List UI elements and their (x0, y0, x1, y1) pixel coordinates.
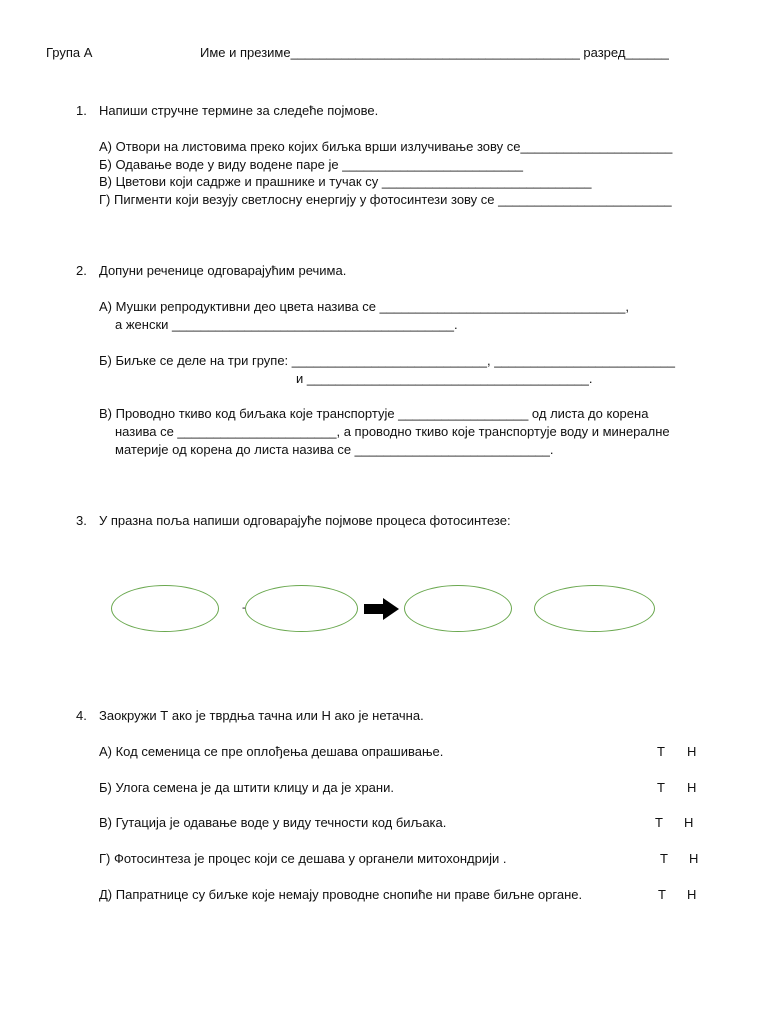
q4-item-v-false[interactable]: Н (684, 815, 694, 830)
q4-item-b: Б) Улога семена је да штити клицу и да је храни. (99, 780, 394, 795)
q4-item-d-false[interactable]: Н (687, 887, 697, 902)
q2-prompt: Допуни реченице одговарајућим речима. (99, 263, 347, 278)
q4-item-g-true[interactable]: Т (660, 851, 668, 866)
q1-prompt: Напиши стручне термине за следеће појмове. (99, 103, 379, 118)
q1-item-g[interactable]: Г) Пигменти који везују светлосну енергију у фотосинтези зову се ________________________ (99, 192, 672, 207)
q2-number: 2. (76, 263, 87, 278)
q3-number: 3. (76, 513, 87, 528)
q4-number: 4. (76, 708, 87, 723)
q2-item-c-line1[interactable]: В) Проводно ткиво код биљака које транспортује __________________ од листа до корена (99, 406, 649, 421)
q4-item-v-true[interactable]: Т (655, 815, 663, 830)
q4-item-a-false[interactable]: Н (687, 744, 697, 759)
q2-item-c-line2[interactable]: назива се ______________________, а проводно ткиво које транспортује воду и минералне (115, 424, 670, 439)
product-box-1[interactable] (404, 585, 512, 632)
group-label: Група А (46, 45, 93, 60)
q3-prompt: У празна поља напиши одговарајуће појмове процеса фотосинтезе: (99, 513, 511, 528)
q4-item-b-true[interactable]: Т (657, 780, 665, 795)
q2-item-a-line1[interactable]: А) Мушки репродуктивни део цвета назива се __________________________________, (99, 299, 630, 314)
q2-item-b-line2[interactable]: и _______________________________________. (296, 371, 593, 386)
q4-item-g-false[interactable]: Н (689, 851, 699, 866)
q4-item-a: А) Код семеница се пре оплођења дешава опрашивање. (99, 744, 444, 759)
q1-item-a[interactable]: А) Отвори на листовима преко којих биљка врши излучивање зову се_____________________ (99, 139, 673, 154)
q4-item-b-false[interactable]: Н (687, 780, 697, 795)
q4-item-v: В) Гутација је одавање воде у виду течности код биљака. (99, 815, 447, 830)
q1-number: 1. (76, 103, 87, 118)
plus-sign: - (242, 602, 246, 614)
q1-item-b[interactable]: Б) Одавање воде у виду водене паре је _________________________ (99, 157, 523, 172)
q2-item-a-line2[interactable]: а женски _______________________________________. (115, 317, 458, 332)
right-arrow-icon (364, 598, 400, 620)
q1-item-v[interactable]: В) Цветови који садрже и прашнике и тучак су _____________________________ (99, 174, 592, 189)
q4-item-a-true[interactable]: Т (657, 744, 665, 759)
product-box-2[interactable] (534, 585, 655, 632)
q2-item-c-line3[interactable]: материје од корена до листа назива се ___________________________. (115, 442, 554, 457)
q4-item-d-true[interactable]: Т (658, 887, 666, 902)
q2-item-b-line1[interactable]: Б) Биљке се деле на три групе: ___________________________, _________________________ (99, 353, 675, 368)
reactant-box-1[interactable] (111, 585, 219, 632)
q4-item-d: Д) Папратнице су биљке које немају проводне снопиће ни праве биљне органе. (99, 887, 583, 902)
name-and-grade-field[interactable]: Име и презиме________________________________________ разред______ (200, 45, 669, 60)
reactant-box-2[interactable] (245, 585, 358, 632)
q4-item-g: Г) Фотосинтеза је процес који се дешава у органели митохондрији . (99, 851, 507, 866)
q4-prompt: Заокружи Т ако је тврдња тачна или Н ако је нетачна. (99, 708, 424, 723)
